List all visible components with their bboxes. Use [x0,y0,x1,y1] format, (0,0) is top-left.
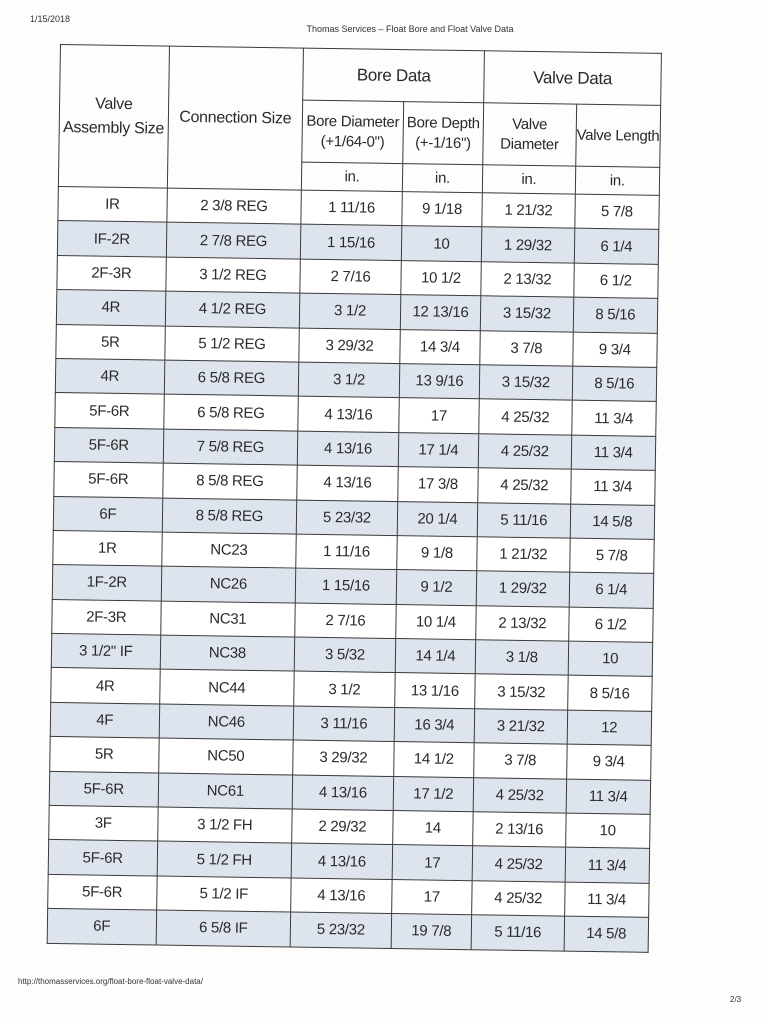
valve-diameter-cell: 4 25/32 [478,468,571,504]
valve-data-table [47,44,662,952]
valve-length-cell: 6 1/2 [573,263,658,299]
connection-size-cell: 5 1/2 FH [157,841,292,877]
valve-assembly-size-cell: 3F [49,805,158,841]
valve-diameter-cell: 5 11/16 [471,915,564,951]
valve-length-cell: 9 3/4 [566,744,651,780]
bore-depth-cell: 10 1/2 [401,260,482,296]
valve-diameter-cell: 3 15/32 [480,296,573,332]
connection-size-cell: NC50 [158,738,293,774]
connection-size-cell: 6 5/8 REG [163,394,298,430]
valve-assembly-size-cell: 3 1/2" IF [51,634,160,670]
bore-depth-cell: 16 3/4 [394,707,475,743]
valve-length-cell: 14 5/8 [570,504,655,540]
valve-diameter-cell: 3 15/32 [479,365,572,401]
bore-diameter-cell: 4 13/16 [291,843,392,879]
header-valve-data: Valve Data [484,51,662,106]
bore-diameter-cell: 1 15/16 [301,224,402,260]
bore-diameter-cell: 3 1/2 [300,293,401,329]
valve-diameter-cell: 3 7/8 [480,330,573,366]
valve-diameter-cell: 2 13/32 [476,605,569,641]
bore-diameter-cell: 3 11/16 [293,706,394,742]
valve-assembly-size-cell: 5F-6R [55,393,164,429]
unit-valve-length: in. [575,166,660,195]
connection-size-cell: NC46 [159,704,294,740]
bore-depth-cell: 14 1/2 [393,742,474,778]
valve-assembly-size-cell: 6F [53,496,162,532]
header-bore-diameter [302,100,403,163]
connection-size-cell: 2 7/8 REG [166,222,301,258]
bore-diameter-cell: 4 13/16 [297,465,398,501]
bore-diameter-cell: 5 23/32 [290,912,391,948]
valve-assembly-size-cell: 1F-2R [52,565,161,601]
valve-length-cell: 5 7/8 [574,194,659,230]
valve-length-cell: 6 1/4 [574,229,659,265]
bore-diameter-cell: 2 7/16 [295,603,396,639]
valve-length-cell: 8 5/16 [572,366,657,402]
valve-length-cell: 5 7/8 [569,538,654,574]
bore-depth-cell: 10 1/4 [395,604,476,640]
connection-size-cell: 3 1/2 FH [157,807,292,843]
bore-diameter-cell: 1 15/16 [295,568,396,604]
valve-length-cell: 9 3/4 [572,332,657,368]
bore-depth-cell: 17 3/8 [397,467,478,503]
valve-diameter-cell: 4 25/32 [472,846,565,882]
bore-depth-cell: 10 [401,226,482,262]
valve-assembly-size-cell: IF-2R [57,221,166,257]
valve-assembly-size-cell: 5F-6R [54,462,163,498]
valve-diameter-cell: 4 25/32 [478,433,571,469]
valve-length-cell: 6 1/4 [569,572,654,608]
connection-size-cell: NC44 [159,670,294,706]
valve-diameter-cell: 1 21/32 [482,193,575,229]
valve-assembly-size-cell: 1R [53,530,162,566]
bore-diameter-cell: 5 23/32 [296,500,397,536]
valve-assembly-size-cell: 5F-6R [48,874,157,910]
valve-length-cell: 14 5/8 [564,916,649,952]
valve-length-cell: 11 3/4 [570,469,655,505]
valve-length-cell: 10 [568,641,653,677]
header-bore-depth [402,102,483,165]
valve-assembly-size-cell: 5R [56,324,165,360]
bore-diameter-cell: 4 13/16 [292,775,393,811]
valve-length-cell: 11 3/4 [571,435,656,471]
bore-depth-cell: 9 1/8 [396,535,477,571]
bore-diameter-cell: 3 29/32 [299,328,400,364]
valve-assembly-size-cell: 5F-6R [54,427,163,463]
bore-diameter-cell: 3 29/32 [293,740,394,776]
bore-diameter-cell: 3 5/32 [294,637,395,673]
valve-diameter-cell: 4 25/32 [473,777,566,813]
connection-size-cell: 5 1/2 IF [156,876,291,912]
unit-valve-diameter: in. [482,165,575,194]
bore-depth-cell: 14 1/4 [395,639,476,675]
connection-size-cell: NC23 [161,532,296,568]
header-connection-size: Connection Size [167,46,304,190]
valve-length-cell: 8 5/16 [573,297,658,333]
bore-diameter-cell: 1 11/16 [296,534,397,570]
bore-diameter-cell: 3 1/2 [294,672,395,708]
valve-diameter-cell: 2 13/16 [473,812,566,848]
bore-depth-cell: 13 9/16 [399,364,480,400]
valve-assembly-size-cell: 2F-3R [57,255,166,291]
valve-assembly-size-cell: 6F [47,909,156,945]
footer-url: http://thomasservices.org/float-bore-float-valve-data/ [18,977,203,986]
connection-size-cell: 5 1/2 REG [164,326,299,362]
connection-size-cell: 2 3/8 REG [166,188,301,224]
valve-diameter-cell: 3 1/8 [475,640,568,676]
header-bore-diameter-label: Bore Diameter [306,112,400,131]
valve-assembly-size-cell: 4R [55,358,164,394]
unit-bore-diameter: in. [302,162,403,191]
bore-depth-cell: 17 [391,879,472,915]
valve-diameter-cell: 3 21/32 [474,709,567,745]
valve-assembly-size-cell: 5R [50,737,159,773]
bore-diameter-cell: 4 13/16 [298,396,399,432]
bore-depth-cell: 12 13/16 [400,295,481,331]
valve-diameter-cell: 3 15/32 [475,674,568,710]
connection-size-cell: NC61 [158,773,293,809]
valve-length-cell: 11 3/4 [566,779,651,815]
bore-depth-cell: 20 1/4 [397,501,478,537]
valve-length-cell: 10 [565,813,650,849]
bore-diameter-cell: 2 7/16 [300,259,401,295]
valve-assembly-size-cell: 4R [56,290,165,326]
valve-assembly-size-cell: IR [58,186,167,222]
print-date: 1/15/2018 [30,14,71,24]
bore-depth-cell: 14 3/4 [400,329,481,365]
connection-size-cell: 3 1/2 REG [165,257,300,293]
valve-assembly-size-cell: 5F-6R [49,771,158,807]
connection-size-cell: NC26 [161,566,296,602]
valve-assembly-size-cell: 5F-6R [48,840,157,876]
valve-diameter-cell: 2 13/32 [481,262,574,298]
valve-diameter-cell: 5 11/16 [477,502,570,538]
bore-diameter-cell: 4 13/16 [297,431,398,467]
valve-assembly-size-cell: 2F-3R [52,599,161,635]
print-title: Thomas Services – Float Bore and Float Valve Data [306,24,514,34]
bore-diameter-cell: 3 1/2 [299,362,400,398]
valve-assembly-size-cell: 4F [50,702,159,738]
valve-assembly-size-cell: 4R [51,668,160,704]
valve-diameter-cell: 1 29/32 [481,227,574,263]
bore-depth-cell: 17 1/4 [398,432,479,468]
valve-diameter-cell: 4 25/32 [472,881,565,917]
valve-length-cell: 11 3/4 [565,848,650,884]
valve-diameter-cell: 1 21/32 [477,537,570,573]
connection-size-cell: 8 5/8 REG [162,463,297,499]
header-bore-depth-label: Bore Depth [406,113,480,132]
header-valve-length: Valve Length [575,104,660,167]
valve-length-cell: 6 1/2 [568,607,653,643]
valve-diameter-cell: 4 25/32 [479,399,572,435]
valve-length-cell: 11 3/4 [564,882,649,918]
valve-diameter-cell: 3 7/8 [474,743,567,779]
table-body [47,186,659,951]
bore-diameter-cell: 1 11/16 [301,190,402,226]
bore-depth-cell: 9 1/18 [402,192,483,228]
valve-length-cell: 8 5/16 [567,676,652,712]
bore-depth-cell: 17 [398,398,479,434]
header-bore-data: Bore Data [303,48,485,103]
valve-length-cell: 12 [567,710,652,746]
bore-diameter-cell: 2 29/32 [292,809,393,845]
connection-size-cell: 7 5/8 REG [163,429,298,465]
header-valve-diameter: Valve Diameter [483,103,576,166]
connection-size-cell: 6 5/8 IF [156,910,291,946]
valve-diameter-cell: 1 29/32 [476,571,569,607]
document-sheet [46,44,663,967]
header-bore-diameter-tolerance: (+1/64-0") [320,132,385,151]
unit-bore-depth: in. [402,164,483,193]
bore-depth-cell: 13 1/16 [394,673,475,709]
connection-size-cell: 6 5/8 REG [164,360,299,396]
bore-depth-cell: 17 [392,845,473,881]
bore-depth-cell: 9 1/2 [396,570,477,606]
connection-size-cell: 4 1/2 REG [165,291,300,327]
bore-diameter-cell: 4 13/16 [291,878,392,914]
connection-size-cell: NC38 [160,635,295,671]
connection-size-cell: NC31 [160,601,295,637]
bore-depth-cell: 19 7/8 [391,914,472,950]
connection-size-cell: 8 5/8 REG [162,498,297,534]
header-valve-assembly-size: Valve Assembly Size [58,45,169,189]
bore-depth-cell: 17 1/2 [393,776,474,812]
valve-length-cell: 11 3/4 [571,400,656,436]
header-bore-depth-tolerance: (+-1/16") [415,133,471,152]
bore-depth-cell: 14 [392,811,473,847]
page-number: 2/3 [730,995,742,1004]
